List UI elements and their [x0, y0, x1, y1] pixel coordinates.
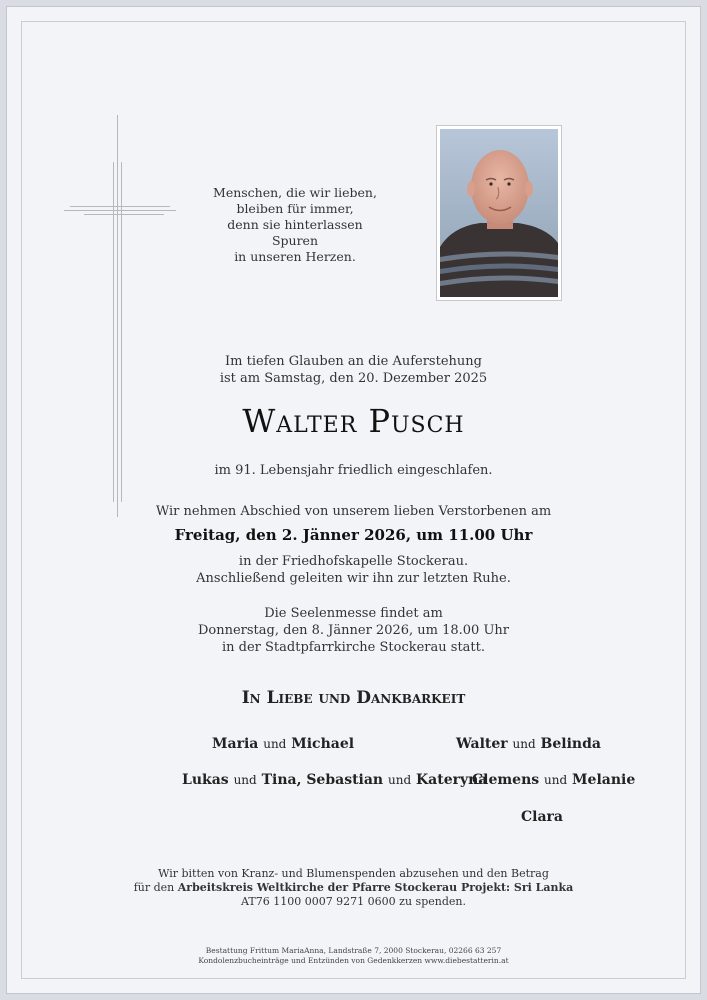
mass-info [0, 605, 707, 656]
poem-line: in unseren Herzen. [234, 249, 356, 264]
mourner-name: Maria [212, 736, 259, 752]
mourner-name: Tina, Sebastian [261, 772, 384, 788]
funeral-date: Freitag, den 2. Jänner 2026, um 11.00 Uhr [174, 526, 533, 544]
mourner-name: Clemens [472, 772, 540, 788]
donation-note [0, 867, 707, 909]
mourner-pair [456, 736, 601, 752]
mourner-single [521, 809, 563, 825]
mourner-name: Belinda [540, 736, 601, 752]
deceased-name: Walter Pusch [242, 402, 465, 440]
mass-line: Die Seelenmesse findet am [264, 606, 443, 621]
donation-recipient: Arbeitskreis Weltkirche der Pfarre Stockerau Projekt: Sri Lanka [177, 881, 574, 894]
poem [210, 185, 380, 265]
footer [0, 946, 707, 966]
obituary-page [6, 6, 701, 994]
donation-prefix: für den [133, 881, 175, 894]
mourner-name: Lukas [182, 772, 229, 788]
thanks-heading: In Liebe und Dankbarkeit [241, 688, 466, 708]
poem-line: bleiben für immer, [236, 201, 354, 216]
mourner-name: Michael [291, 736, 355, 752]
mourner-name: Melanie [572, 772, 636, 788]
age-line: im 91. Lebensjahr friedlich eingeschlafen. [214, 463, 493, 478]
mourner-group [182, 772, 487, 788]
mourner-name: Clara [521, 809, 563, 825]
intro-line: ist am Samstag, den 20. Dezember 2025 [219, 371, 488, 386]
poem-line: denn sie hinterlassen Spuren [227, 217, 363, 248]
mourner-pair [212, 736, 354, 752]
funeral-place-line: Anschließend geleiten wir ihn zur letzten Ruhe. [196, 571, 511, 586]
und-word: und [233, 773, 257, 787]
funeral-place [0, 553, 707, 587]
footer-line: Bestattung Frittum MariaAnna, Landstraße 7, 2000 Stockerau, 02266 63 257 [205, 946, 502, 955]
donation-line: AT76 1100 0007 9271 0600 zu spenden. [241, 895, 466, 908]
und-word: und [544, 773, 568, 787]
mourner-pair [472, 772, 635, 788]
und-word: und [387, 773, 412, 787]
mass-line: Donnerstag, den 8. Jänner 2026, um 18.00 Uhr [197, 623, 509, 638]
mass-line: in der Stadtpfarrkirche Stockerau statt. [222, 640, 485, 655]
intro [0, 353, 707, 387]
mourner-name: Walter [456, 736, 508, 752]
farewell-intro: Wir nehmen Abschied von unserem lieben Verstorbenen am [155, 504, 552, 519]
footer-line: Kondolenzbucheinträge und Entzünden von Gedenkkerzen www.diebestatterin.at [198, 956, 509, 965]
und-word: und [263, 737, 287, 751]
intro-line: Im tiefen Glauben an die Auferstehung [225, 354, 482, 369]
portrait-photo [436, 125, 562, 301]
mourner-name: Kateryna [416, 772, 488, 788]
poem-line: Menschen, die wir lieben, [213, 185, 377, 200]
donation-line: Wir bitten von Kranz- und Blumenspenden abzusehen und den Betrag [158, 867, 549, 880]
und-word: und [512, 737, 536, 751]
funeral-place-line: in der Friedhofskapelle Stockerau. [238, 554, 469, 569]
donation-line [0, 881, 707, 895]
